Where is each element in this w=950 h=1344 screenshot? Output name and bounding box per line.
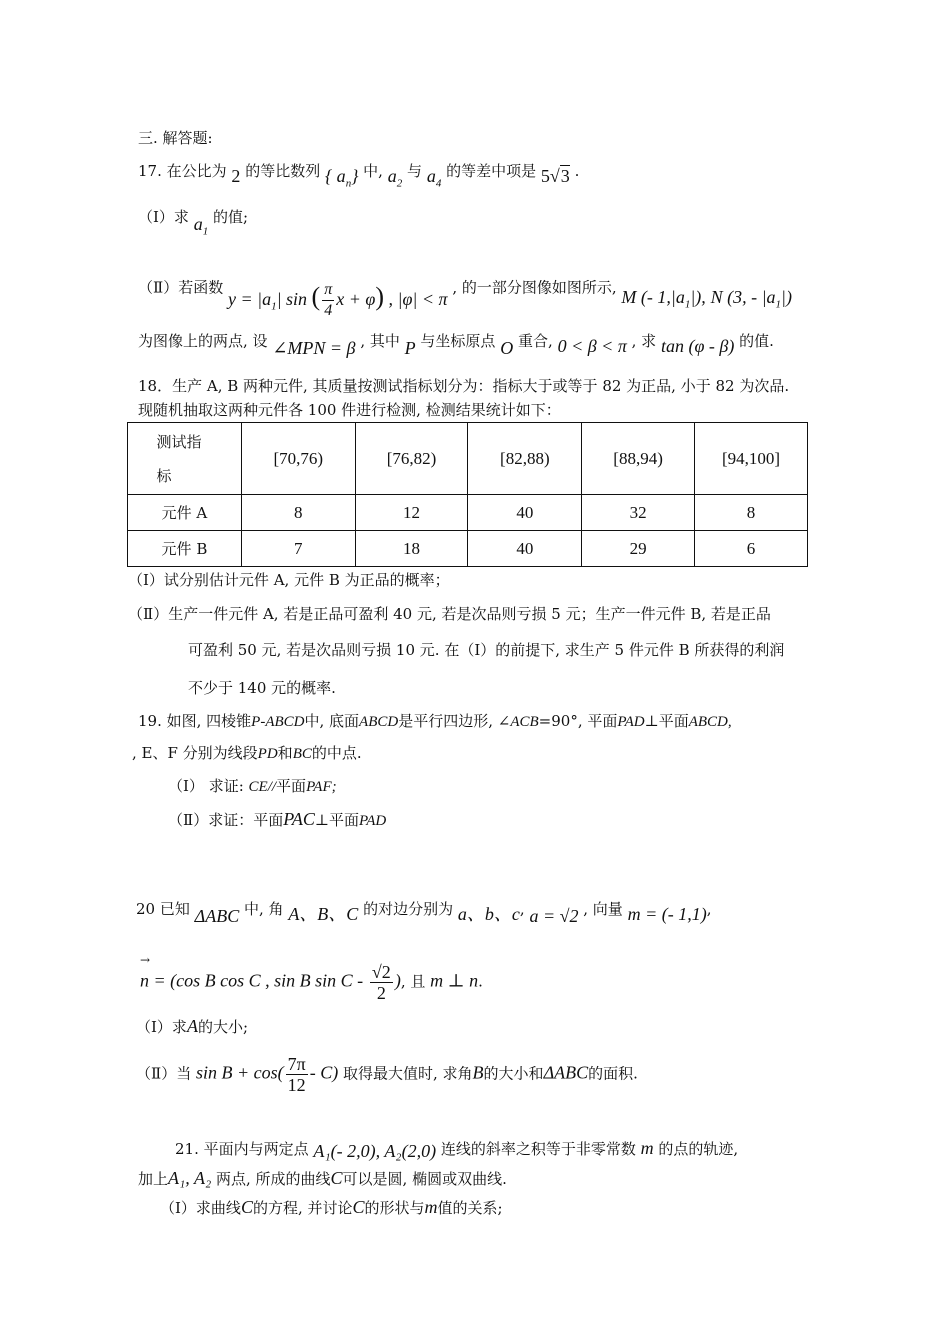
q18-part2-line1: （Ⅱ）生产一件元件 A, 若是正品可盈利 40 元, 若是次品则亏损 5 元；生产一件元件 B, 若是正品 xyxy=(128,605,771,623)
table-header-cell: [82,88) xyxy=(468,423,582,495)
q17-tan: tan (φ - β) xyxy=(660,336,735,356)
table-header-cell: [88,94) xyxy=(582,423,695,495)
q18-line1: 18．生产 A, B 两种元件, 其质量按测试指标划分为：指标大于或等于 82 为正品, 小于 82 为次品. xyxy=(138,377,790,395)
q17-text: 中, xyxy=(363,162,383,180)
q17-text: 与 xyxy=(407,162,423,180)
q17-a4: $a_4$ xyxy=(426,166,442,190)
q17-part2 xyxy=(138,268,792,319)
q19-line1: 19. 如图, 四棱锥P-ABCD中, 底面ABCD是平行四边形, ∠ACB=90°, 平面PAD⊥平面ABCD, xyxy=(138,712,732,730)
q17-line3 xyxy=(138,330,774,358)
table-cell: 32 xyxy=(582,495,695,531)
q17-o: O xyxy=(500,338,514,358)
table-cell: 40 xyxy=(468,531,582,567)
q17-seq: { $a_n$} xyxy=(324,166,359,190)
q17-ratio: 2 xyxy=(231,166,241,186)
q19-line2: , E、F 分别为线段PD和BC的中点. xyxy=(132,744,362,762)
q17-part2-text: （Ⅱ）若函数 xyxy=(138,278,224,297)
q18-part2-line3: 不少于 140 元的概率. xyxy=(188,679,336,697)
q17-line3-text: , 其中 xyxy=(360,332,400,350)
q20-triangle: ΔABC xyxy=(194,906,240,926)
table-cell: 元件 B xyxy=(128,531,242,567)
table-cell: 12 xyxy=(355,495,468,531)
q17-angle: ∠MPN = β xyxy=(272,338,356,358)
table-row xyxy=(128,531,808,567)
q20-part2: （Ⅱ）当 sin B + cos( $\frac{7\pi}{12}$ - C) 取得最大值时, 求角B的大小和ΔABC的面积. xyxy=(136,1054,638,1095)
section-title: 三. 解答题: xyxy=(138,129,213,147)
q17-text: . xyxy=(574,162,580,180)
q17-part1 xyxy=(138,206,249,238)
q17-text: 的等比数列 xyxy=(245,162,321,180)
q18-line2: 现随机抽取这两种元件各 100 件进行检测, 检测结果统计如下： xyxy=(138,401,561,419)
q17-line3-text: 为图像上的两点, 设 xyxy=(138,332,268,350)
q17-mean-value: 5√3 xyxy=(540,166,570,186)
table-cell: 8 xyxy=(694,495,807,531)
q19-part2: （Ⅱ）求证：平面PAC⊥平面PAD xyxy=(168,809,387,829)
q18-part1: （Ⅰ）试分别估计元件 A, 元件 B 为正品的概率； xyxy=(128,571,450,589)
table-cell: 18 xyxy=(355,531,468,567)
table-cell: 29 xyxy=(582,531,695,567)
q17-part1-text: （Ⅰ）求 xyxy=(138,208,189,226)
q20-line1: 20 已知 ΔABC 中, 角 A、B、C 的对边分别为 a、b、c, a = √2 , 向量 m = (- 1,1), xyxy=(136,900,712,926)
q17-line3-text: 重合, xyxy=(518,332,553,350)
q17-line3-text: , 求 xyxy=(631,332,657,350)
table-header-cell: [94,100] xyxy=(694,423,807,495)
q18-part2-line2: 可盈利 50 元, 若是次品则亏损 10 元. 在（Ⅰ）的前提下, 求生产 5 件元件 B 所获得的利润 xyxy=(188,641,785,659)
q17-a2: $a_2$ xyxy=(387,166,403,190)
q20-vector-arrow: → xyxy=(140,953,151,967)
q17-cond: , |φ| < π xyxy=(388,288,448,309)
q21-line2: 加上A₁, A₂ 两点, 所成的曲线C可以是圆, 椭圆或双曲线. xyxy=(138,1168,507,1188)
q17-line3-text: 的值. xyxy=(739,332,774,350)
q20-line2: n = (cos B cos C , sin B sin C - $\frac{√2}{2}$ ), 且 m ⊥ n. xyxy=(140,962,483,1003)
table-cell: 6 xyxy=(694,531,807,567)
q17-text: 的等差中项是 xyxy=(446,162,537,180)
q19-part1: （Ⅰ） 求证: CE//平面PAF; xyxy=(168,777,337,795)
q17-line3-text: 与坐标原点 xyxy=(420,332,496,350)
table-header-row xyxy=(128,423,808,495)
q17-text: 17. 在公比为 xyxy=(138,162,227,180)
q21-part1: （Ⅰ）求曲线C的方程, 并讨论C的形状与m值的关系; xyxy=(160,1197,503,1217)
q17-part1-var: $a_1$ xyxy=(193,214,209,238)
q17-part1-text: 的值; xyxy=(213,208,249,226)
table-cell: 8 xyxy=(241,495,355,531)
table-header-cell: 测试指标 xyxy=(128,423,242,495)
q18-table xyxy=(127,422,808,567)
q17-point-n: N (3, - $|a_1|$) xyxy=(710,286,792,311)
table-header-cell: [70,76) xyxy=(241,423,355,495)
q17-p: P xyxy=(404,338,416,358)
q20-part1: （Ⅰ）求A的大小; xyxy=(136,1016,248,1036)
q17-line1 xyxy=(138,160,579,188)
table-cell: 40 xyxy=(468,495,582,531)
table-header-cell: [76,82) xyxy=(355,423,468,495)
table-cell: 7 xyxy=(241,531,355,567)
table-row xyxy=(128,495,808,531)
q17-range: 0 < β < π xyxy=(557,336,627,356)
q21-line1: 21. 平面内与两定点 A₁(- 2,0), A₂(2,0) 连线的斜率之积等于非零常数 m 的点的轨迹, xyxy=(175,1138,739,1161)
q17-point-m: M (- $1,|a_1|$), xyxy=(621,286,706,311)
q17-func: $y = |a_1|$ sin ( $\frac{\pi}{4}$ x + φ) xyxy=(227,281,384,319)
table-cell: 元件 A xyxy=(128,495,242,531)
q17-part2-text: , 的一部分图像如图所示, xyxy=(452,278,617,297)
